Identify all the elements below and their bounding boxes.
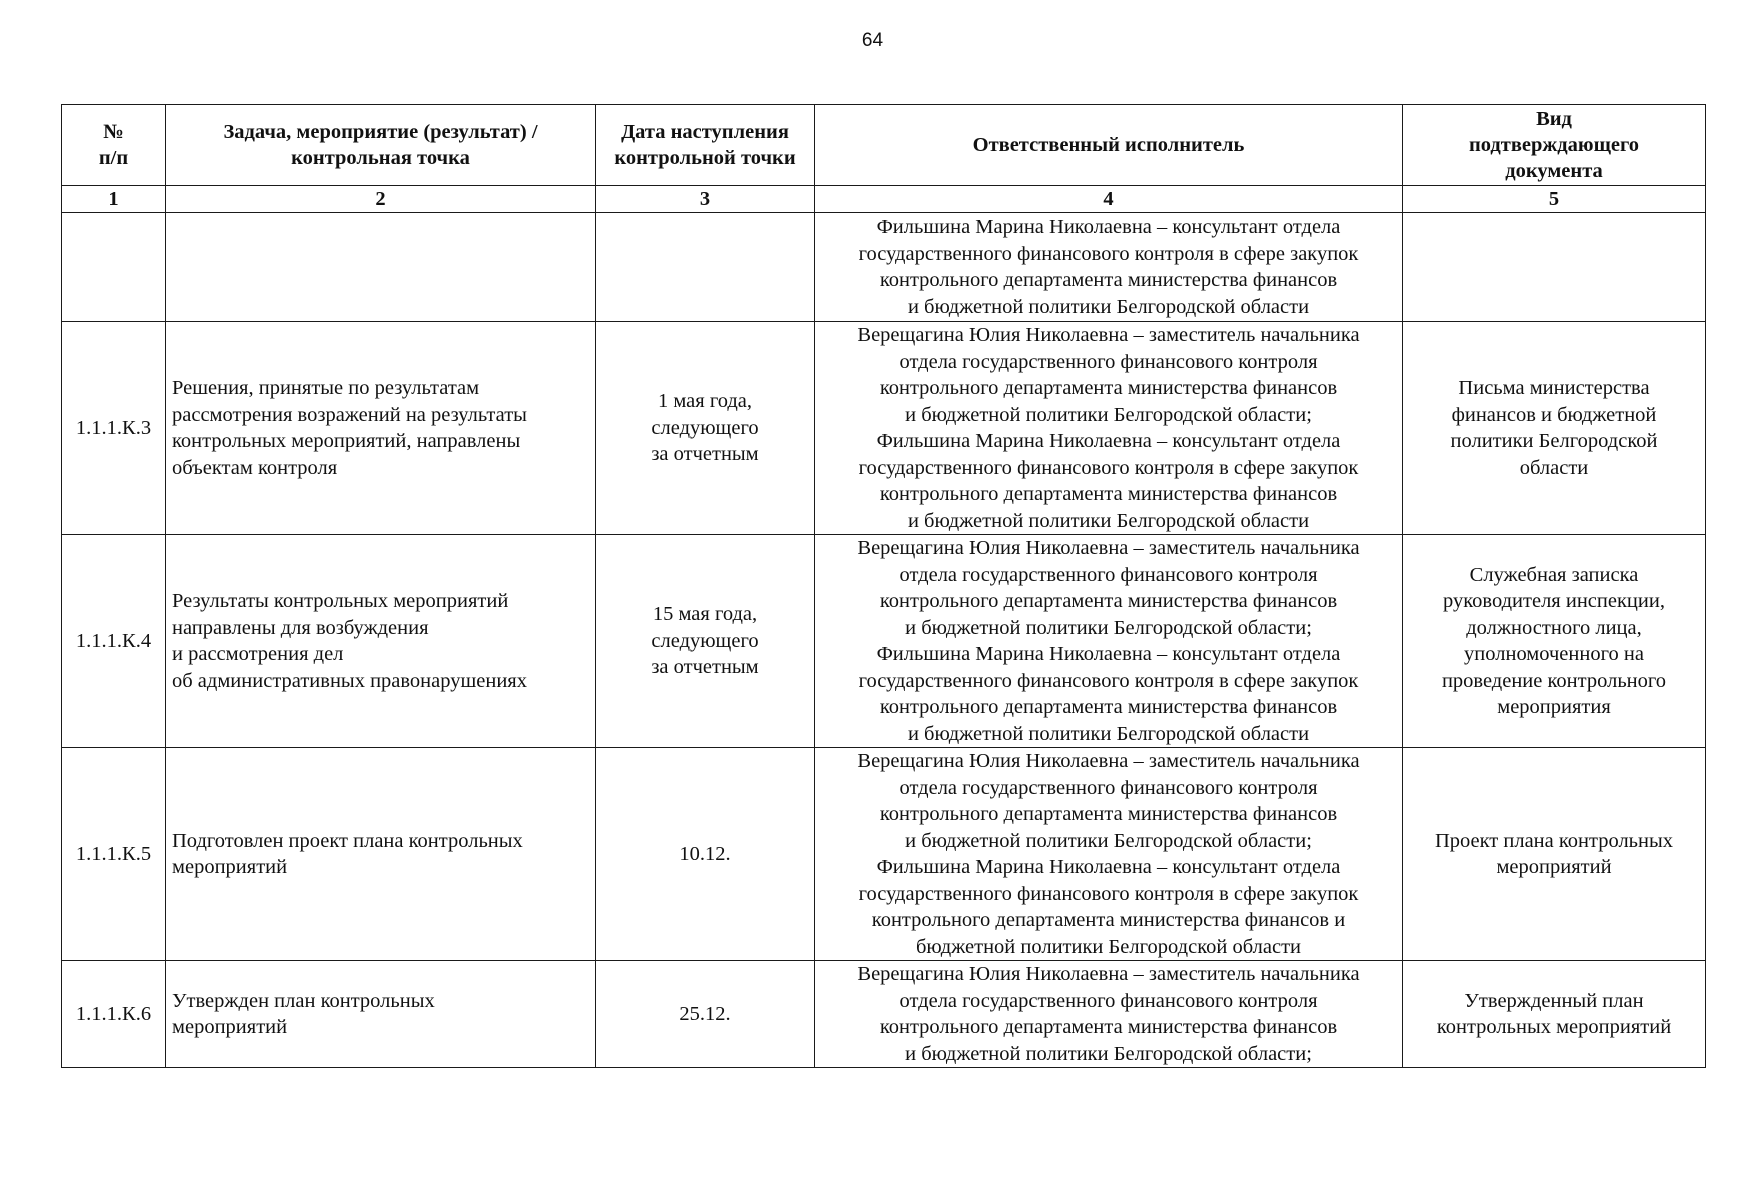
- cell-line: контрольного департамента министерства финансов: [879, 696, 1338, 718]
- row-executor: [815, 535, 1403, 748]
- row-document: [1403, 748, 1706, 961]
- page-number: 64: [861, 30, 884, 51]
- cell-line: государственного финансового контроля в сфере закупок: [858, 456, 1359, 479]
- column-number: 3: [596, 186, 815, 213]
- table-row: [62, 322, 1706, 535]
- cell-line: Подготовлен проект плана контрольных: [172, 829, 523, 852]
- row-task: [166, 213, 596, 322]
- cell-line: рассмотрения возражений на результаты: [172, 403, 527, 426]
- cell-line: №: [103, 121, 124, 143]
- cell-line: контрольная точка: [291, 147, 470, 169]
- cell-line: и бюджетной политики Белгородской области;: [905, 1042, 1312, 1065]
- cell-line: Ответственный исполнитель: [972, 134, 1245, 156]
- cell-line: Утвержденный план: [1464, 989, 1644, 1012]
- cell-line: отдела государственного финансового контроля: [899, 350, 1318, 373]
- cell-line: Верещагина Юлия Николаевна – заместитель начальника: [857, 963, 1360, 985]
- cell-line: Верещагина Юлия Николаевна – заместитель начальника: [857, 537, 1360, 559]
- cell-line: отдела государственного финансового контроля: [899, 563, 1318, 586]
- row-date: [596, 213, 815, 322]
- cell-line: отдела государственного финансового контроля: [899, 776, 1318, 799]
- cell-line: Результаты контрольных мероприятий: [172, 590, 509, 612]
- cell-line: контрольных мероприятий, направлены: [172, 430, 521, 452]
- row-task: [166, 961, 596, 1068]
- cell-line: мероприятия: [1497, 696, 1611, 718]
- row-executor: [815, 748, 1403, 961]
- cell-line: финансов и бюджетной: [1451, 403, 1657, 426]
- cell-line: и бюджетной политики Белгородской области: [907, 722, 1310, 745]
- cell-line: 15 мая года,: [652, 603, 758, 626]
- cell-line: уполномоченного на: [1464, 643, 1644, 665]
- cell-line: объектам контроля: [172, 456, 338, 479]
- cell-line: 1 мая года,: [657, 390, 753, 413]
- row-executor: [815, 961, 1403, 1068]
- cell-line: мероприятий: [172, 856, 288, 878]
- column-number: 2: [166, 186, 596, 213]
- row-task: [166, 748, 596, 961]
- row-executor: [815, 213, 1403, 322]
- cell-line: контрольного департамента министерства финансов: [879, 590, 1338, 612]
- table-row: [62, 748, 1706, 961]
- cell-line: бюджетной политики Белгородской области: [915, 935, 1301, 958]
- cell-line: и бюджетной политики Белгородской области;: [905, 616, 1312, 639]
- cell-line: Верещагина Юлия Николаевна – заместитель начальника: [857, 750, 1360, 772]
- row-task: [166, 535, 596, 748]
- cell-line: Фильшина Марина Николаевна – консультант отдела: [876, 430, 1341, 452]
- cell-line: руководителя инспекции,: [1443, 590, 1665, 612]
- cell-line: Задача, мероприятие (результат) /: [223, 121, 538, 143]
- cell-line: Фильшина Марина Николаевна – консультант отдела: [876, 216, 1341, 238]
- cell-line: за отчетным: [651, 656, 759, 679]
- cell-line: Служебная записка: [1469, 563, 1639, 586]
- cell-line: контрольного департамента министерства финансов: [879, 377, 1338, 399]
- cell-line: контрольного департамента министерства финансов: [879, 269, 1338, 291]
- column-number: 4: [815, 186, 1403, 213]
- cell-line: отдела государственного финансового контроля: [899, 989, 1318, 1012]
- cell-line: направлены для возбуждения: [172, 616, 429, 639]
- cell-line: документа: [1505, 160, 1603, 182]
- table-row: [62, 961, 1706, 1068]
- cell-line: контрольного департамента министерства финансов и: [871, 909, 1346, 931]
- cell-line: и бюджетной политики Белгородской области: [907, 295, 1310, 318]
- cell-line: п/п: [98, 147, 129, 169]
- row-number: [62, 213, 166, 322]
- cell-line: должностного лица,: [1466, 616, 1642, 639]
- cell-line: контрольной точки: [614, 147, 796, 169]
- cell-line: Фильшина Марина Николаевна – консультант отдела: [876, 643, 1341, 665]
- row-number: 1.1.1.К.6: [62, 961, 166, 1068]
- control-points-table: [61, 104, 1706, 1068]
- row-document: [1403, 961, 1706, 1068]
- row-number: 1.1.1.К.5: [62, 748, 166, 961]
- cell-line: мероприятий: [172, 1016, 288, 1038]
- column-number: 1: [62, 186, 166, 213]
- cell-line: и бюджетной политики Белгородской области: [907, 509, 1310, 532]
- table-row: [62, 535, 1706, 748]
- cell-line: следующего: [651, 629, 759, 652]
- cell-line: Утвержден план контрольных: [172, 989, 435, 1012]
- row-date: [596, 748, 815, 961]
- cell-line: государственного финансового контроля в сфере закупок: [858, 669, 1359, 692]
- cell-line: за отчетным: [651, 443, 759, 466]
- row-document: [1403, 322, 1706, 535]
- row-number: 1.1.1.К.3: [62, 322, 166, 535]
- header-date: [596, 105, 815, 186]
- cell-line: мероприятий: [1496, 856, 1612, 878]
- cell-line: об административных правонарушениях: [172, 669, 527, 692]
- cell-line: Верещагина Юлия Николаевна – заместитель начальника: [857, 324, 1360, 346]
- cell-line: следующего: [651, 416, 759, 439]
- table-header-row: [62, 105, 1706, 186]
- cell-line: и бюджетной политики Белгородской области;: [905, 403, 1312, 426]
- row-date: [596, 535, 815, 748]
- row-date: [596, 961, 815, 1068]
- header-executor: [815, 105, 1403, 186]
- cell-line: области: [1519, 456, 1589, 479]
- row-number: 1.1.1.К.4: [62, 535, 166, 748]
- cell-line: Вид: [1536, 108, 1572, 130]
- cell-line: подтверждающего: [1468, 134, 1640, 156]
- header-number: [62, 105, 166, 186]
- row-executor: [815, 322, 1403, 535]
- cell-line: Проект плана контрольных: [1434, 829, 1674, 852]
- cell-line: государственного финансового контроля в сфере закупок: [858, 882, 1359, 905]
- cell-line: 25.12.: [679, 1002, 731, 1025]
- column-number: 5: [1403, 186, 1706, 213]
- cell-line: и бюджетной политики Белгородской области;: [905, 829, 1312, 852]
- row-date: [596, 322, 815, 535]
- cell-line: Фильшина Марина Николаевна – консультант отдела: [876, 856, 1341, 878]
- cell-line: контрольного департамента министерства финансов: [879, 1016, 1338, 1038]
- cell-line: политики Белгородской: [1450, 430, 1658, 452]
- cell-line: государственного финансового контроля в сфере закупок: [858, 242, 1359, 265]
- cell-line: Решения, принятые по результатам: [172, 377, 480, 399]
- cell-line: контрольных мероприятий: [1436, 1016, 1672, 1038]
- header-task: [166, 105, 596, 186]
- cell-line: Дата наступления: [621, 121, 789, 143]
- cell-line: проведение контрольного: [1441, 669, 1667, 692]
- header-document: [1403, 105, 1706, 186]
- row-document: [1403, 535, 1706, 748]
- row-document: [1403, 213, 1706, 322]
- cell-line: контрольного департамента министерства финансов: [879, 483, 1338, 505]
- row-task: [166, 322, 596, 535]
- column-number-row: [62, 186, 1706, 213]
- cell-line: 10.12.: [679, 842, 731, 865]
- table-row: [62, 213, 1706, 322]
- cell-line: и рассмотрения дел: [172, 643, 344, 665]
- cell-line: контрольного департамента министерства финансов: [879, 803, 1338, 825]
- cell-line: Письма министерства: [1458, 377, 1650, 399]
